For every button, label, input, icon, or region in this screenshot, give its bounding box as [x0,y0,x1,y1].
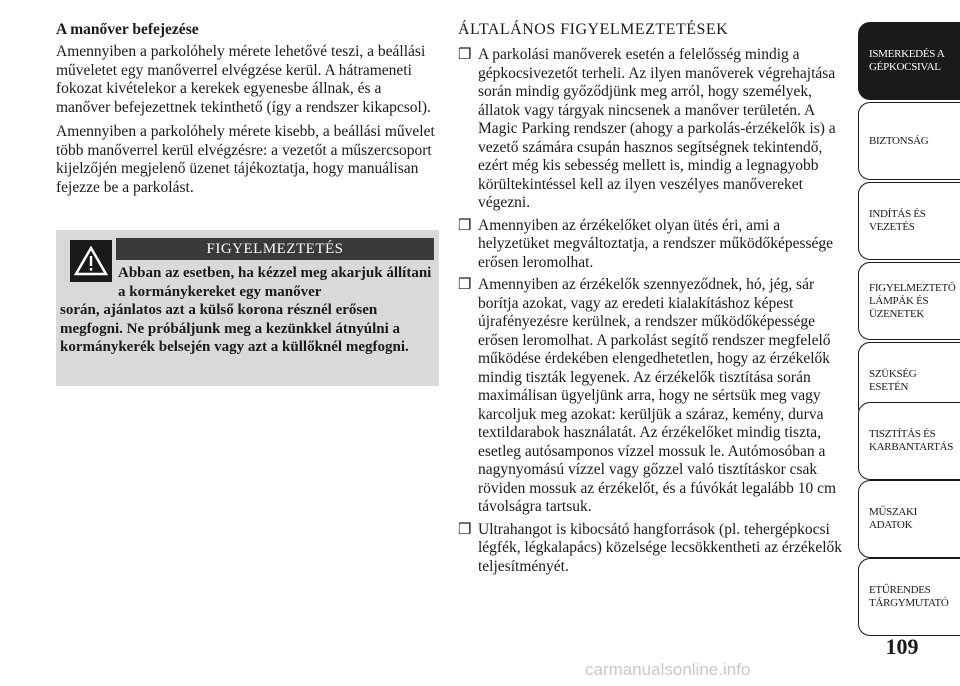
general-warnings-heading: ÁLTALÁNOS FIGYELMEZTETÉSEK [458,21,729,38]
left-column [56,20,439,203]
paragraph-1: Amennyiben a parkolóhely mérete lehetővé teszi, a beállási műveletet egy manőverrel elvégzése kerül. A hátrameneti fokozat kivételekor a kerekek egyenesbe állnak, és a manőver befejezettnek tekinthető (így a rendszer kikapcsol). [56,43,431,116]
tab-warning-lights[interactable]: FIGYELMEZTETŐ LÁMPÁK ÉS ÜZENETEK [858,262,960,340]
warning-text [60,264,434,357]
paragraph-2: Amennyiben a parkolóhely mérete kisebb, a beállási művelet több manőverrel kerül elvégzésre: a vezetőt a műszercsoport kijelzőjén megjelenő üzenet tájékoztatja, hogy manuálisan fejezze be a parkolást. [56,123,435,196]
warning-box [56,230,439,386]
list-item-text: Ultrahangot is kibocsátó hangforrások (pl. tehergépkocsi légfék, légkalapács) közelsége lecsökkentheti az érzékelők teljesítményét. [478,520,843,575]
warning-line-1: Abban az esetben, ha kézzel meg akarjuk állítani a kormánykereket egy manőver [118,265,432,300]
tab-emergency[interactable]: SZÜKSÉG ESETÉN [858,342,960,420]
page-number: 109 [885,634,919,659]
tab-getting-to-know[interactable]: ISMERKEDÉS A GÉPKOCSIVAL [858,22,960,100]
tab-maintenance[interactable]: TISZTÍTÁS ÉS KARBANTARTÁS [858,402,960,480]
tab-safety[interactable]: BIZTONSÁG [858,102,960,180]
list-item [458,46,848,213]
list-item-text: Amennyiben az érzékelők szennyeződnek, hó, jég, sár borítja azokat, vagy az eredeti kialakításhoz képest újrafényezésre kerülnek, a rendszer működőképessége erősen leromolhat. A parkolást segítő rendszer megfelelő működése érdekében elengedhetetlen, hogy az érzékelők mindig tiszták legyenek. Az érzékelők tisztítása során maximálisan ügyeljünk arra, hogy ne sértsük meg vagy karcoljuk meg azokat: kerüljük a száraz, kemény, durva textildarabok használatát. Az érzékelőket mindig tiszta, esetleg autósamponos vízzel mossuk le. Autómosóban a nagynyomású vízzel vagy gőzzel való tisztításkor csak röviden mossuk az érzékelőt, és a fúvókát legalább 10 cm távolságra tartsuk. [478,276,837,515]
chapter-tabs-sidebar [858,0,960,686]
tab-technical-data[interactable]: MŰSZAKI ADATOK [858,480,960,558]
list-item-text: Amennyiben az érzékelőket olyan ütés éri, ami a helyzetüket megváltoztatja, a rendszer működőképessége erősen leromolhat. [478,216,834,271]
list-item-text: A parkolási manőverek esetén a felelősség mindig a gépkocsivezetőt terheli. Az ilyen manőverek végrehajtása során mindig győződjünk meg arról, hogy személyek, állatok vagy tárgyak nincsenek a manőver területén. A Magic Parking rendszer (ahogy a parkolás-érzékelők is) a vezető számára csupán hasznos segítségnek tekintendő, ezért még kis sebesség mellett is, mindig a legnagyobb körültekintéssel kell az ilyen veszélyes manővereket végezni. [478,46,836,211]
watermark: carmanualsonline.info [585,660,751,679]
right-column [458,20,848,580]
tab-index[interactable]: ETŰRENDES TÁRGYMUTATÓ [858,558,960,636]
checkbox-bullet-icon: ❒ [458,277,472,293]
warning-line-rest: során, ajánlatos azt a külső korona résznél erősen megfogni. Ne próbáljunk meg a kezünkkel átnyúlni a kormánykerék belsején vagy azt a küllőknél megfogni. [60,302,409,355]
checkbox-bullet-icon: ❒ [458,47,472,63]
checkbox-bullet-icon: ❒ [458,217,472,234]
list-item [458,276,848,517]
list-item [458,521,848,577]
tab-starting-driving[interactable]: INDÍTÁS ÉS VEZETÉS [858,182,960,260]
checkbox-bullet-icon: ❒ [458,521,472,538]
warning-title: FIGYELMEZTETÉS [116,238,434,260]
list-item [458,217,848,273]
section-heading: A manőver befejezése [56,21,199,38]
